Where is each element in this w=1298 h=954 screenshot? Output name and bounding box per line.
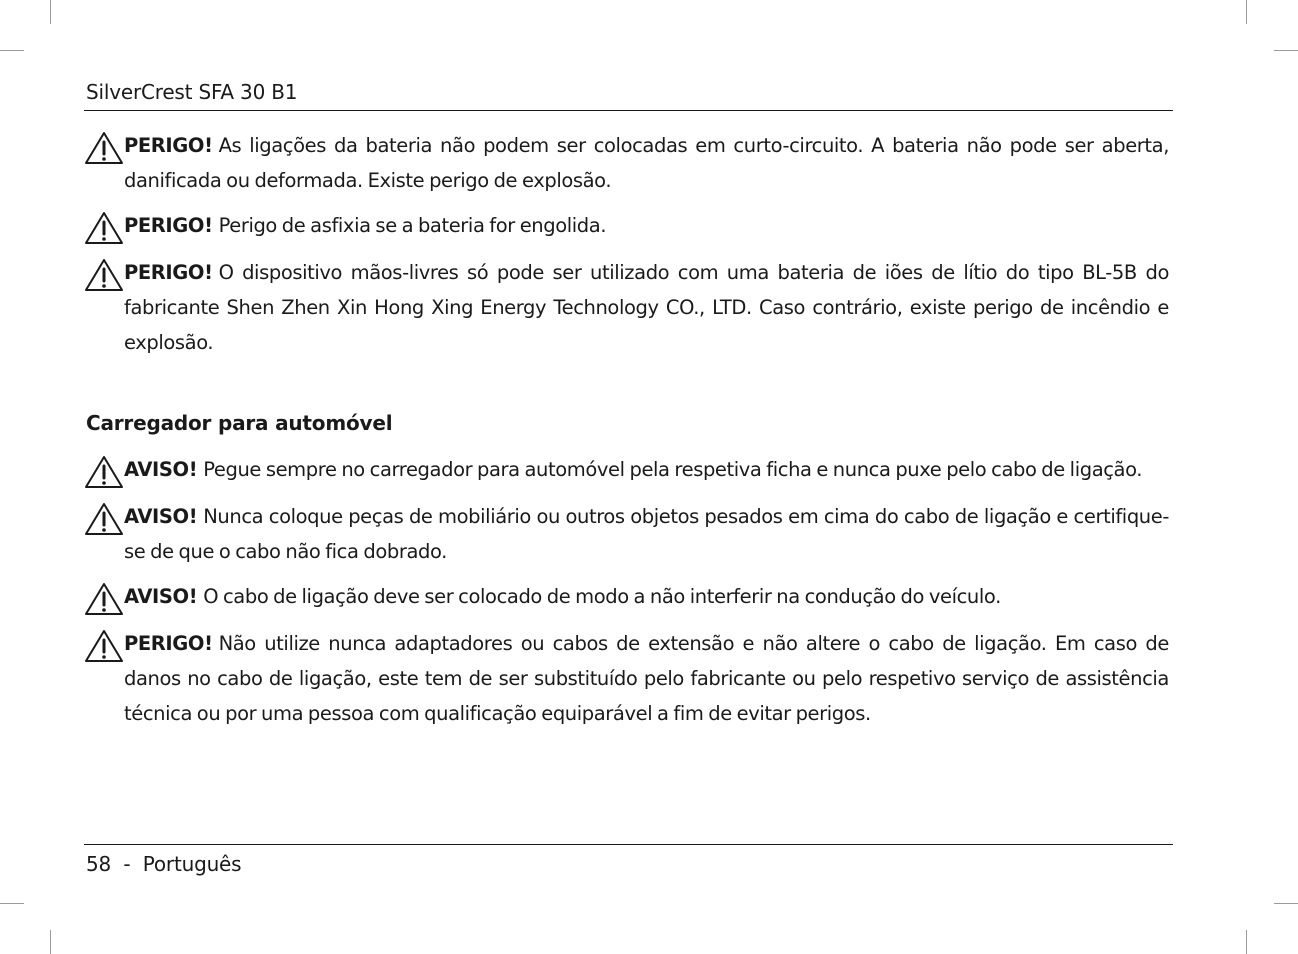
crop-mark	[50, 0, 51, 24]
warning-item	[86, 579, 1169, 616]
footer-rule	[84, 844, 1173, 845]
warning-text	[124, 579, 1169, 614]
crop-mark	[1274, 903, 1298, 904]
warning-body: Pegue sempre no carregador para automóvel pela respetiva ficha e nunca puxe pelo cabo de ligação.	[203, 458, 1143, 481]
warning-triangle-icon	[84, 258, 124, 292]
warning-label: PERIGO!	[124, 214, 213, 237]
footer-language: Português	[142, 852, 242, 876]
warning-label: AVISO!	[124, 505, 198, 528]
warning-item	[86, 626, 1169, 731]
warning-triangle-icon	[84, 629, 124, 663]
warning-text	[124, 452, 1169, 487]
warning-body: Não utilize nunca adaptadores ou cabos de extensão e não altere o cabo de ligação. Em caso de danos no cabo de ligação, este tem de ser substituído pelo fabricante ou pelo respetivo serviço de assistência técnica ou por uma pessoa com qualificação equiparável a fim de evitar perigos.	[124, 632, 1169, 725]
warning-text	[124, 128, 1169, 198]
page-header-title: SilverCrest SFA 30 B1	[86, 80, 298, 104]
warning-text	[124, 626, 1169, 731]
header-rule	[84, 110, 1173, 111]
warning-item	[86, 499, 1169, 569]
warning-text	[124, 208, 1169, 243]
section-heading: Carregador para automóvel	[86, 411, 393, 435]
warning-item	[86, 255, 1169, 360]
warning-triangle-icon	[84, 455, 124, 489]
warning-triangle-icon	[84, 502, 124, 536]
warning-body: O cabo de ligação deve ser colocado de modo a não interferir na condução do veículo.	[203, 585, 1001, 608]
warning-label: PERIGO!	[124, 134, 213, 157]
warning-text	[124, 499, 1169, 569]
page-footer	[86, 852, 241, 876]
warning-triangle-icon	[84, 582, 124, 616]
warning-item	[86, 208, 1169, 245]
crop-mark	[0, 50, 24, 51]
warning-label: AVISO!	[124, 458, 198, 481]
warning-body: O dispositivo mãos-livres só pode ser utilizado com uma bateria de iões de lítio do tipo BL-5B do fabricante Shen Zhen Xin Hong Xing Energy Technology CO., LTD. Caso contrário, existe perigo de incêndio e explosão.	[124, 261, 1169, 354]
warning-label: AVISO!	[124, 585, 198, 608]
warning-body: As ligações da bateria não podem ser colocadas em curto-circuito. A bateria não pode ser aberta, danificada ou deformada. Existe perigo de explosão.	[124, 134, 1169, 192]
page-number: 58	[86, 852, 112, 876]
warning-body: Perigo de asfixia se a bateria for engolida.	[218, 214, 607, 237]
crop-mark	[1246, 930, 1247, 954]
warning-label: PERIGO!	[124, 261, 213, 284]
page-content	[86, 128, 1169, 741]
warning-text	[124, 255, 1169, 360]
crop-mark	[1274, 50, 1298, 51]
warning-item	[86, 452, 1169, 489]
warning-triangle-icon	[84, 211, 124, 245]
crop-mark	[0, 903, 24, 904]
warning-label: PERIGO!	[124, 632, 213, 655]
warning-item	[86, 128, 1169, 198]
footer-separator: -	[123, 852, 131, 876]
crop-mark	[50, 930, 51, 954]
warning-triangle-icon	[84, 131, 124, 165]
crop-mark	[1246, 0, 1247, 24]
warning-body: Nunca coloque peças de mobiliário ou outros objetos pesados em cima do cabo de ligação e certifique-se de que o cabo não fica dobrado.	[124, 505, 1169, 563]
